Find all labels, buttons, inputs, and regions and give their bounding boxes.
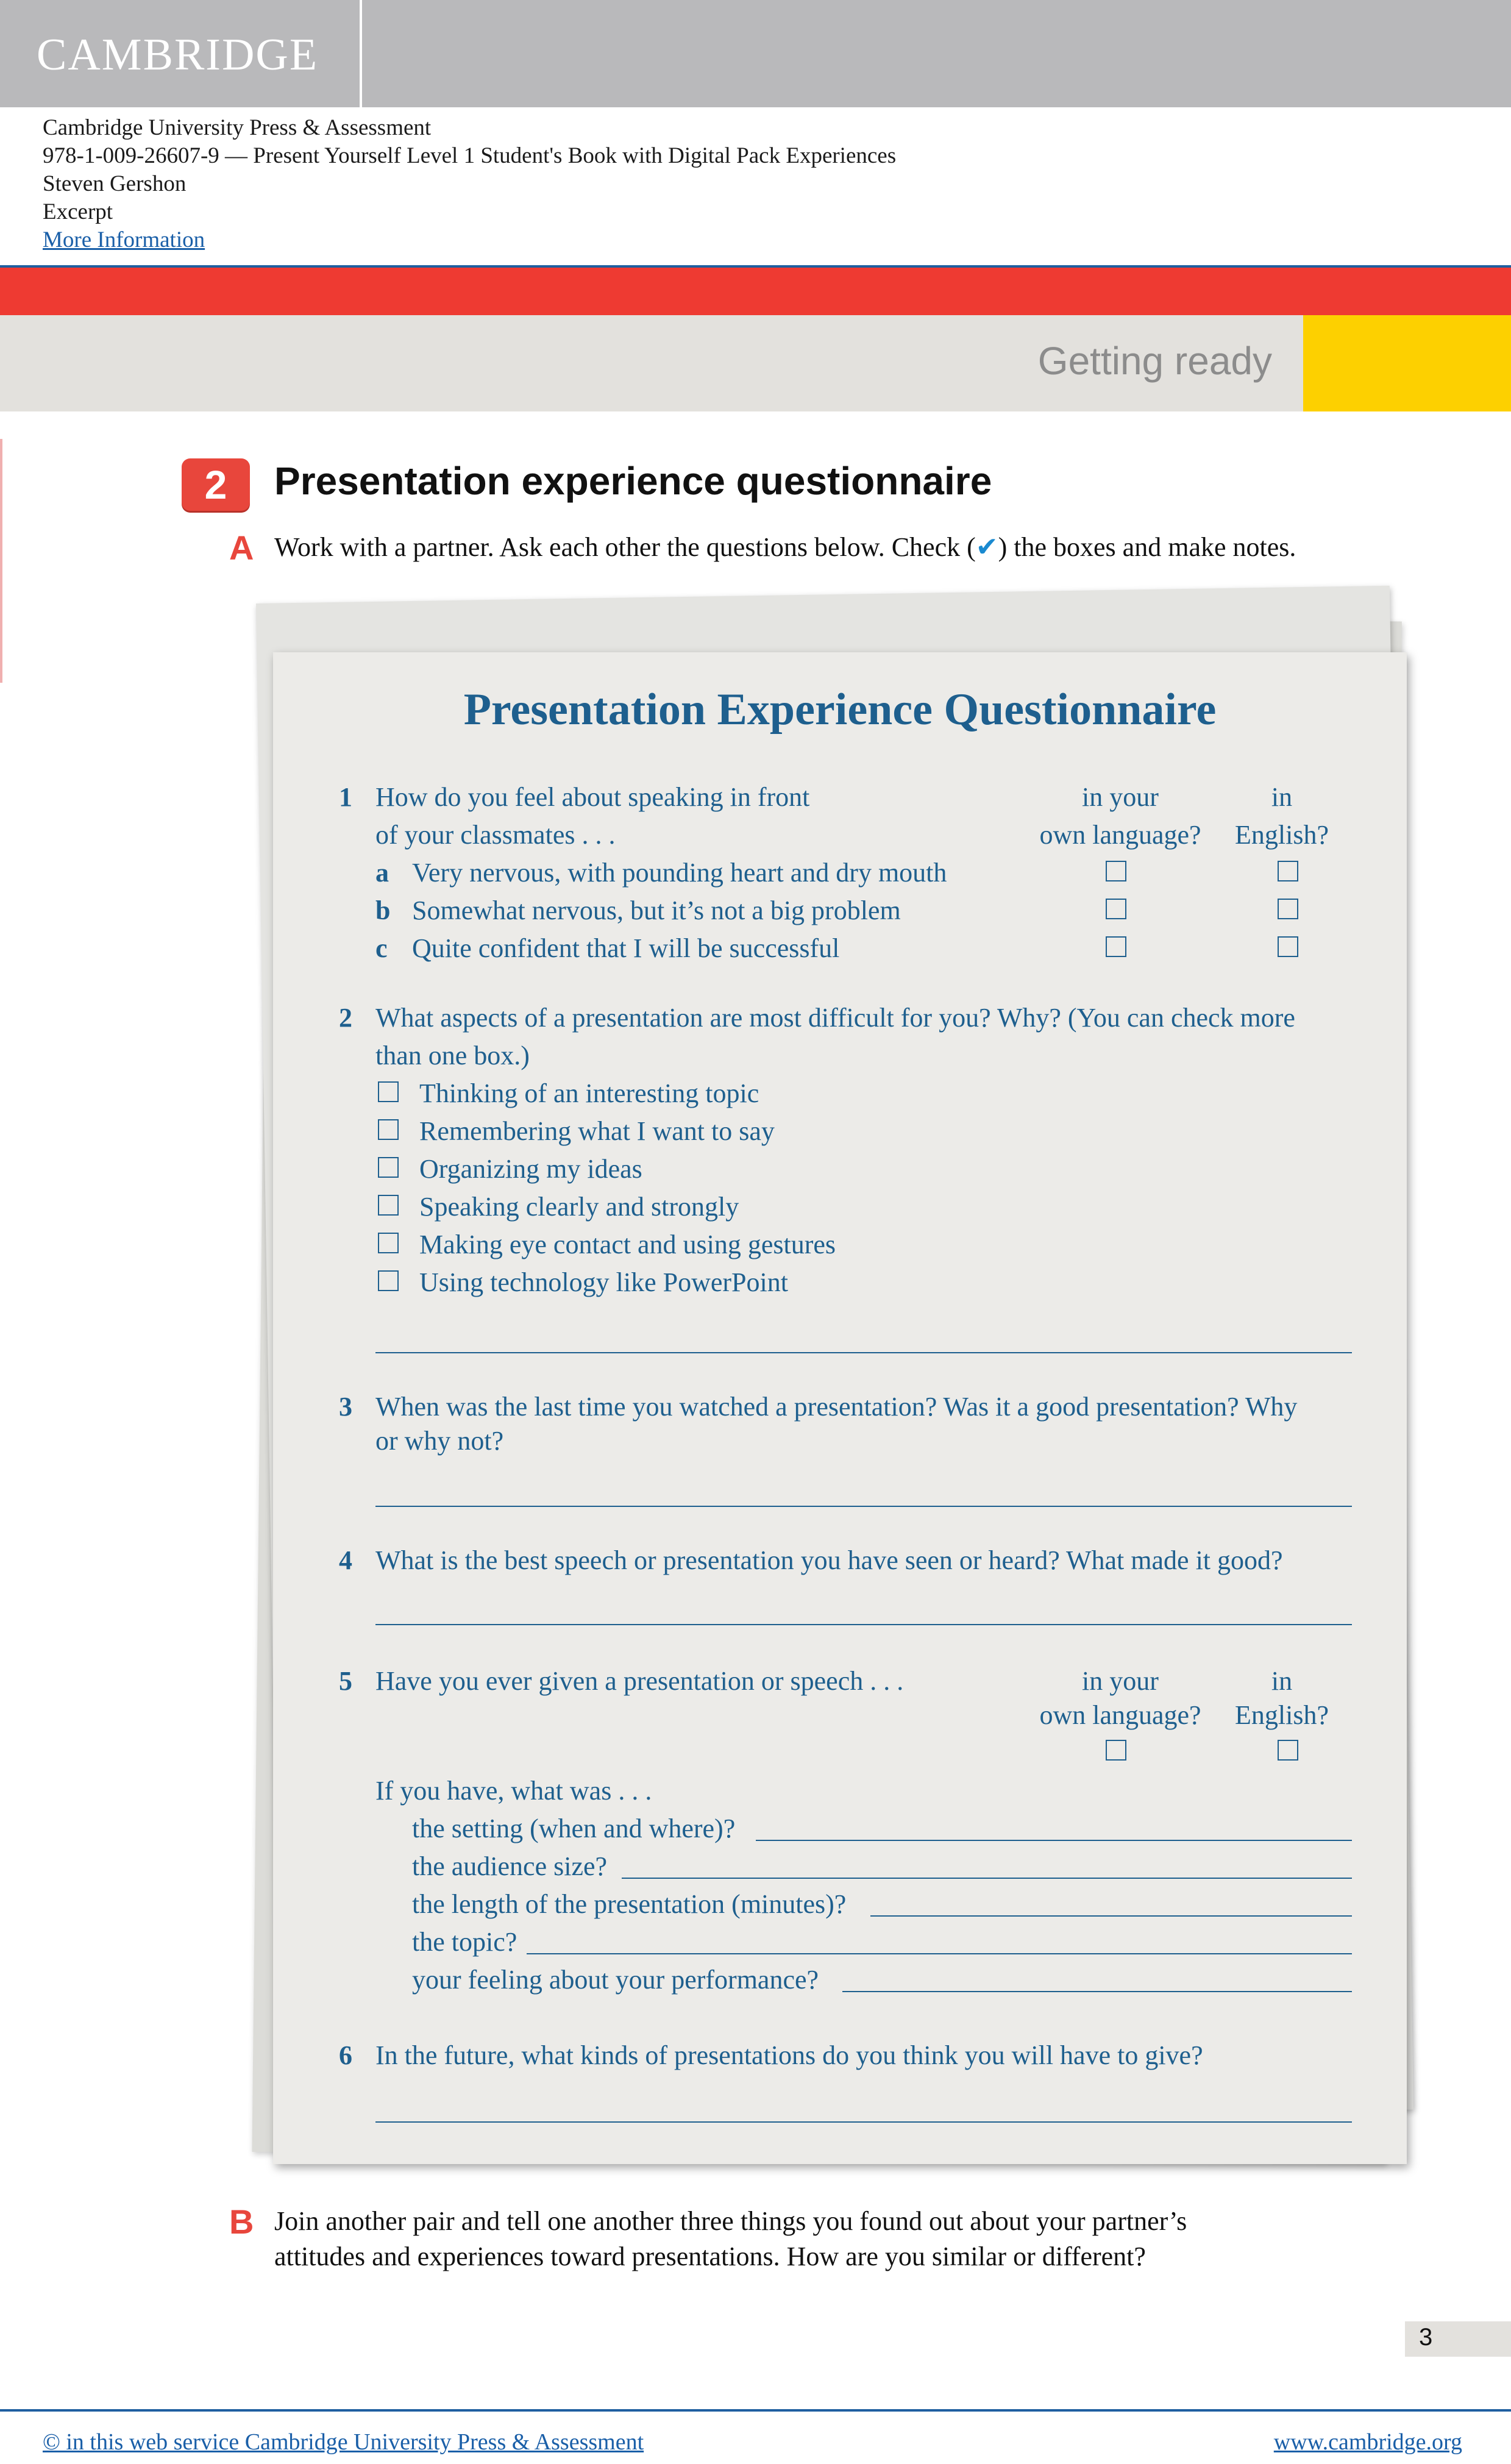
answer-line[interactable] xyxy=(375,2121,1352,2123)
questionnaire-title: Presentation Experience Questionnaire xyxy=(463,685,1217,735)
checkbox-own-language[interactable] xyxy=(1106,936,1126,957)
question-number: 3 xyxy=(339,1392,352,1422)
column-header-own-language: own language? xyxy=(1039,820,1201,850)
part-a-instruction xyxy=(274,532,1296,563)
questionnaire-sheet xyxy=(273,652,1407,2164)
option-letter: b xyxy=(375,896,391,925)
author-name: Steven Gershon xyxy=(43,171,187,196)
more-information-link[interactable]: More Information xyxy=(43,227,205,252)
publisher-name: Cambridge University Press & Assessment xyxy=(43,115,432,140)
subitem-label: the audience size? xyxy=(412,1851,608,1881)
question-text: than one box.) xyxy=(375,1041,530,1070)
section-label: Getting ready xyxy=(1037,339,1272,383)
excerpt-label: Excerpt xyxy=(43,199,113,224)
answer-line[interactable] xyxy=(527,1953,1352,1954)
website-link[interactable]: www.cambridge.org xyxy=(1273,2429,1462,2455)
option-text: Somewhat nervous, but it’s not a big problem xyxy=(412,896,901,925)
exercise-number-badge: 2 xyxy=(182,458,250,511)
subitem-label: the length of the presentation (minutes)? xyxy=(412,1889,847,1919)
part-b-instruction-line2: attitudes and experiences toward presentations. How are you similar or different? xyxy=(274,2241,1146,2271)
checkbox-own-language[interactable] xyxy=(1106,861,1126,881)
instruction-text-start: Work with a partner. Ask each other the questions below. Check ( xyxy=(274,532,976,562)
book-isbn-title: 978-1-009-26607-9 — Present Yourself Level 1 Student's Book with Digital Pack Experiences xyxy=(43,143,897,168)
part-b-letter: B xyxy=(229,2202,254,2241)
copyright-link[interactable]: © in this web service Cambridge University Press & Assessment xyxy=(43,2429,644,2455)
page-number: 3 xyxy=(1419,2324,1433,2351)
aspect-option: Thinking of an interesting topic xyxy=(419,1078,759,1108)
subitem-label: the setting (when and where)? xyxy=(412,1814,736,1843)
instruction-text-end: ) the boxes and make notes. xyxy=(998,532,1296,562)
answer-line[interactable] xyxy=(870,1915,1352,1917)
answer-line[interactable] xyxy=(375,1506,1352,1507)
question-number: 2 xyxy=(339,1003,352,1033)
column-header-own-language: own language? xyxy=(1039,1700,1201,1730)
footer-divider xyxy=(0,2409,1511,2412)
option-letter: a xyxy=(375,858,389,888)
left-margin-mark xyxy=(0,439,2,683)
question-text: In the future, what kinds of presentations do you think you will have to give? xyxy=(375,2040,1203,2070)
question-number: 1 xyxy=(339,782,352,812)
question-number: 4 xyxy=(339,1545,352,1575)
cambridge-logo: CAMBRIDGE xyxy=(37,30,319,80)
followup-text: If you have, what was . . . xyxy=(375,1776,652,1806)
checkbox-own-language[interactable] xyxy=(1106,1740,1126,1761)
question-text: What is the best speech or presentation you have seen or heard? What made it good? xyxy=(375,1545,1283,1575)
answer-line[interactable] xyxy=(622,1878,1352,1879)
check-mark-icon: ✔ xyxy=(975,532,998,562)
option-letter: c xyxy=(375,933,388,963)
question-text: When was the last time you watched a presentation? Was it a good presentation? Why xyxy=(375,1392,1298,1422)
question-text: Have you ever given a presentation or speech . . . xyxy=(375,1666,904,1696)
part-a-letter: A xyxy=(229,529,254,567)
column-header-own-language: in your xyxy=(1082,1666,1159,1696)
checkbox-own-language[interactable] xyxy=(1106,899,1126,919)
question-text: of your classmates . . . xyxy=(375,820,616,850)
red-band xyxy=(0,268,1511,315)
answer-line[interactable] xyxy=(375,1352,1352,1353)
option-text: Very nervous, with pounding heart and dry mouth xyxy=(412,858,947,888)
checkbox-aspect[interactable] xyxy=(378,1119,399,1140)
checkbox-aspect[interactable] xyxy=(378,1233,399,1253)
question-number: 5 xyxy=(339,1666,352,1696)
checkbox-english[interactable] xyxy=(1278,936,1298,957)
column-header-english: English? xyxy=(1235,820,1329,850)
answer-line[interactable] xyxy=(842,1991,1352,1992)
answer-line[interactable] xyxy=(756,1840,1352,1841)
aspect-option: Using technology like PowerPoint xyxy=(419,1267,788,1297)
question-text: What aspects of a presentation are most difficult for you? Why? (You can check more xyxy=(375,1003,1295,1033)
question-text: or why not? xyxy=(375,1426,504,1456)
option-text: Quite confident that I will be successful xyxy=(412,933,840,963)
column-header-english: in xyxy=(1271,1666,1293,1696)
aspect-option: Speaking clearly and strongly xyxy=(419,1192,739,1222)
checkbox-english[interactable] xyxy=(1278,861,1298,881)
column-header-own-language: in your xyxy=(1082,782,1159,812)
aspect-option: Making eye contact and using gestures xyxy=(419,1230,836,1259)
subitem-label: your feeling about your performance? xyxy=(412,1965,819,1995)
answer-line[interactable] xyxy=(375,1624,1352,1625)
checkbox-aspect[interactable] xyxy=(378,1081,399,1102)
checkbox-aspect[interactable] xyxy=(378,1157,399,1178)
question-text: How do you feel about speaking in front xyxy=(375,782,810,812)
checkbox-aspect[interactable] xyxy=(378,1195,399,1216)
subitem-label: the topic? xyxy=(412,1927,517,1957)
column-header-english: English? xyxy=(1235,1700,1329,1730)
exercise-title: Presentation experience questionnaire xyxy=(274,459,992,503)
checkbox-aspect[interactable] xyxy=(378,1270,399,1291)
question-number: 6 xyxy=(339,2040,352,2070)
section-color-tab xyxy=(1303,315,1511,411)
checkbox-english[interactable] xyxy=(1278,1740,1298,1761)
aspect-option: Organizing my ideas xyxy=(419,1154,642,1184)
part-b-instruction-line1: Join another pair and tell one another three things you found out about your partner’s xyxy=(274,2206,1187,2236)
aspect-option: Remembering what I want to say xyxy=(419,1116,775,1146)
checkbox-english[interactable] xyxy=(1278,899,1298,919)
column-header-english: in xyxy=(1271,782,1293,812)
